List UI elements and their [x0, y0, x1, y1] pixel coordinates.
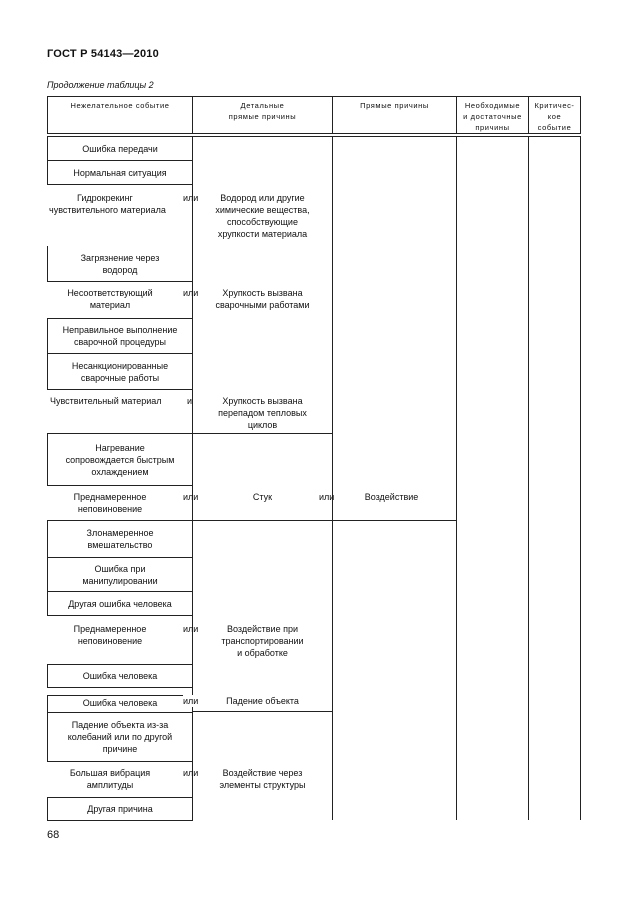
header-line: событие [537, 123, 572, 132]
event-hydrocracking [47, 192, 193, 216]
event-text: охлаждением [91, 466, 149, 477]
page-number: 68 [47, 829, 60, 841]
event-text: Гидрокрекинг [77, 193, 133, 203]
event-text: Загрязнение через [80, 252, 160, 263]
event-box [47, 558, 193, 592]
header-line: Необходимые [464, 101, 521, 110]
cause-structure-impact [193, 767, 332, 791]
cause-text: способствующие [227, 217, 298, 227]
header-line: Детальные [240, 101, 285, 110]
event-text: Преднамеренное [73, 492, 147, 502]
cause-text: Воздействие при [227, 624, 298, 634]
cause-thermal-brittleness [193, 395, 332, 431]
cause-text: транспортировании [221, 636, 304, 646]
event-text: колебаний или по другой [67, 732, 173, 742]
cause-falling-object: Падение объекта [226, 696, 299, 706]
event-text: неповиновение [77, 636, 143, 646]
event-text: материал [89, 300, 131, 310]
event-text: Нагревание [95, 442, 145, 453]
event-deliberate-disobedience-2 [47, 623, 173, 647]
event-box [47, 712, 193, 762]
event-human-error-2 [47, 695, 193, 712]
event-text: Ошибка при [94, 563, 146, 574]
gate-or: или [183, 193, 199, 203]
header-detailed-causes [193, 100, 332, 122]
gate-or: или [183, 492, 199, 502]
gate-or: или [183, 768, 199, 778]
event-box [47, 433, 193, 486]
cause-text: сварочными работами [215, 300, 310, 310]
cause-text: и обработке [237, 648, 288, 658]
cause-text: Хрупкость вызвана [222, 396, 303, 406]
document-standard-title: ГОСТ Р 54143—2010 [47, 48, 159, 60]
cause-knock: Стук [252, 492, 273, 502]
event-box [47, 161, 193, 185]
cause-welding-brittleness [193, 287, 332, 311]
event-text: Неправильное выполнение [62, 325, 178, 335]
cause-text: циклов [247, 420, 278, 430]
event-text: водород [102, 264, 138, 275]
cause-transport-impact [193, 623, 332, 659]
event-text: сварочной процедуры [73, 337, 167, 347]
cause-text: химические вещества, [215, 205, 310, 215]
event-text: Ошибка передачи [82, 143, 158, 154]
event-text: Ошибка человека [82, 671, 158, 681]
event-text: Злонамеренное [86, 528, 154, 538]
direct-cause-impact: Воздействие [364, 492, 419, 502]
table-caption: Продолжение таблицы 2 [47, 80, 154, 90]
header-line: Критичес- [534, 101, 575, 110]
event-text: Другая ошибка человека [68, 598, 172, 609]
event-box [47, 797, 193, 821]
event-deliberate-disobedience [47, 491, 173, 515]
header-necessary-causes [457, 100, 528, 133]
cause-text: Водород или другие [220, 193, 305, 203]
event-text: сопровождается быстрым [65, 454, 175, 465]
event-box [47, 592, 193, 616]
event-text: сварочные работы [80, 372, 160, 383]
event-text: Преднамеренное [73, 624, 147, 634]
cause-hydrogen [193, 192, 332, 240]
event-sensitive-material: Чувствительный материал [50, 396, 162, 406]
event-text: Несанкционированные [71, 360, 169, 371]
event-box [47, 520, 193, 558]
event-text: Ошибка человека [82, 698, 158, 708]
header-direct-causes: Прямые причины [360, 101, 429, 110]
event-text: амплитуды [86, 780, 134, 790]
event-text: Несоответствующий [67, 288, 153, 298]
event-box [47, 137, 193, 161]
header-critical-event [529, 100, 580, 133]
event-text: Нормальная ситуация [73, 167, 167, 178]
cause-text: перепадом тепловых [218, 408, 307, 418]
cause-text: Хрупкость вызвана [222, 288, 303, 298]
event-large-vibration [47, 767, 173, 791]
event-box [47, 318, 193, 354]
event-text: причине [102, 744, 138, 754]
header-line: и достаточные [463, 112, 522, 121]
gate-or: или [183, 696, 199, 706]
gate-and: и [187, 396, 193, 406]
header-line: причины [475, 123, 510, 132]
gate-or: или [183, 624, 199, 634]
cause-text: хрупкости материала [217, 229, 308, 239]
header-line: прямые причины [228, 112, 297, 121]
event-text: Большая вибрация [69, 768, 151, 778]
event-text: Падение объекта из-за [71, 720, 169, 730]
event-text: чувствительного материала [49, 205, 166, 215]
event-box [47, 246, 193, 282]
header-line: кое [547, 112, 562, 121]
event-box [47, 354, 193, 390]
event-text: Другая причина [87, 804, 153, 814]
event-text: манипулировании [82, 575, 158, 586]
cause-text: Воздействие через [222, 768, 303, 778]
event-text: вмешательство [87, 540, 153, 550]
event-box [47, 664, 193, 688]
gate-or: или [319, 492, 335, 502]
gate-or: или [183, 288, 199, 298]
header-undesired-event: Нежелательное событие [70, 101, 170, 110]
cause-text: элементы структуры [219, 780, 306, 790]
event-unsuitable-material [47, 287, 173, 311]
event-text: неповиновение [77, 504, 143, 514]
